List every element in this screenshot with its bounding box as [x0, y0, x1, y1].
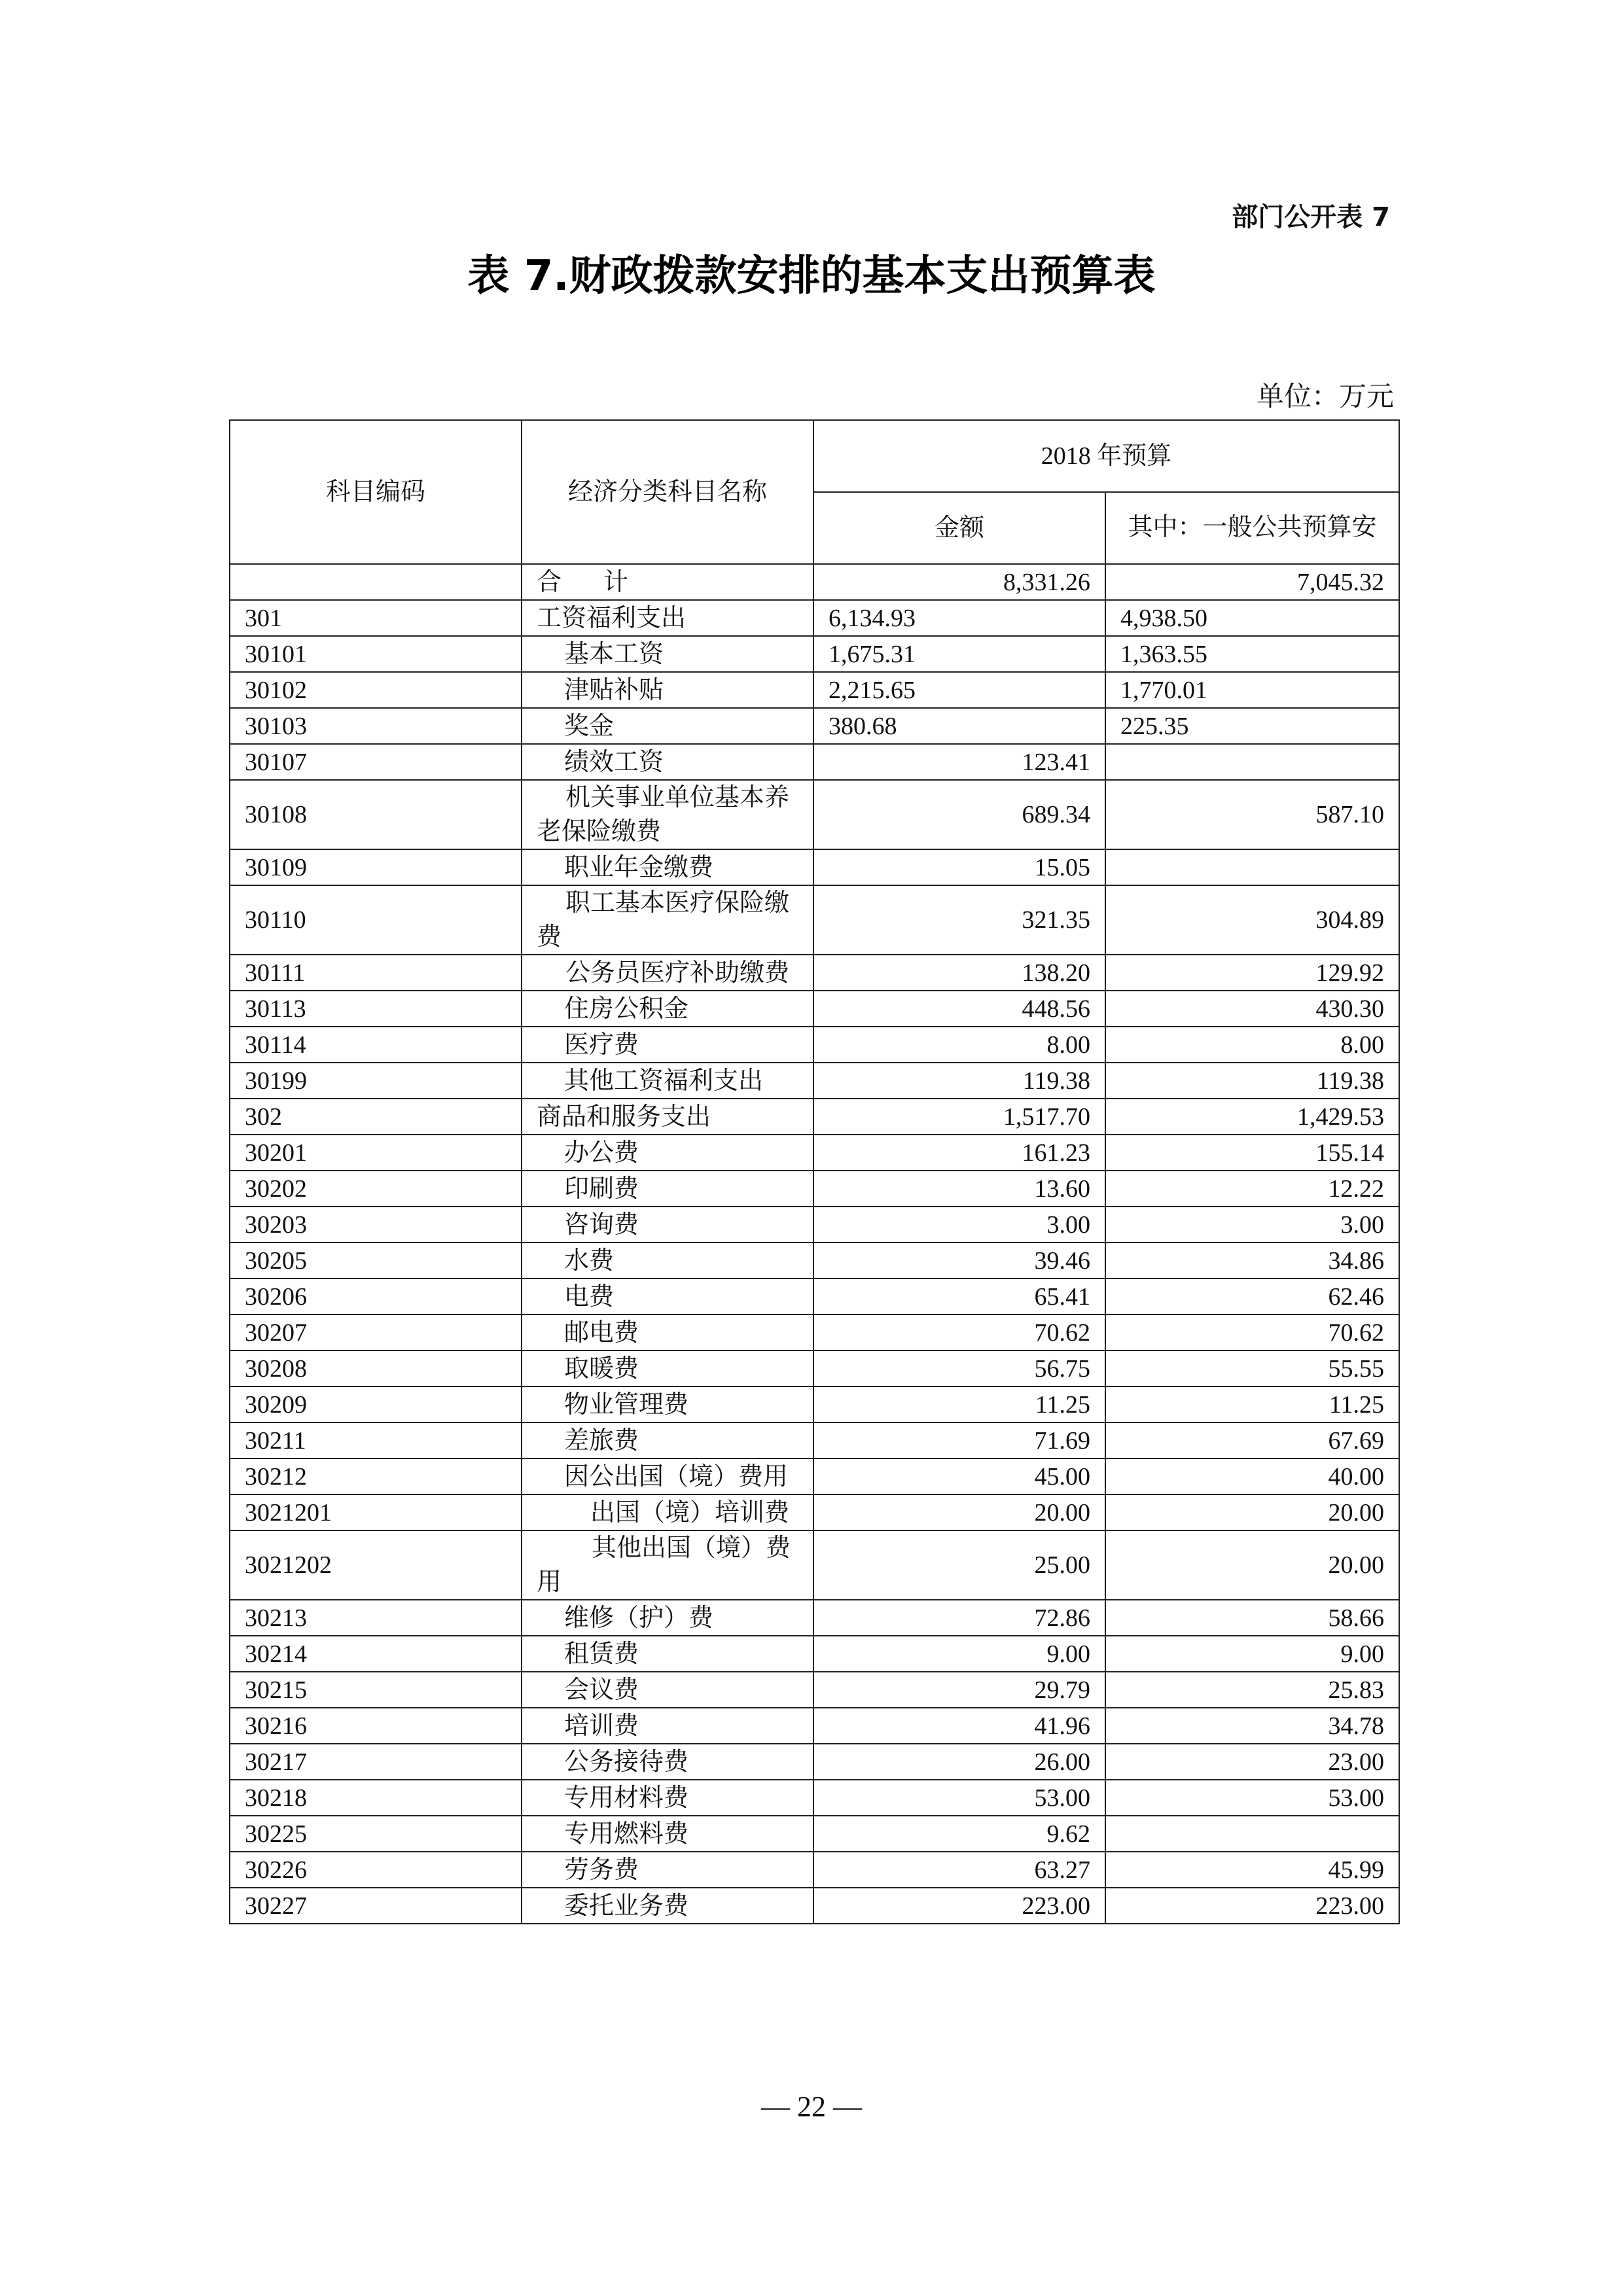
header-budget-group: 2018 年预算: [813, 420, 1399, 492]
row-general-budget: 587.10: [1105, 780, 1399, 849]
row-name: 专用材料费: [522, 1780, 813, 1816]
row-name: 维修（护）费: [522, 1600, 813, 1636]
row-name: 商品和服务支出: [522, 1099, 813, 1135]
row-general-budget: 55.55: [1105, 1351, 1399, 1386]
row-code: 30218: [230, 1780, 522, 1816]
row-amount: 71.69: [813, 1422, 1105, 1458]
row-code: 30212: [230, 1458, 522, 1494]
table-row: [230, 1672, 1399, 1708]
table-row: [230, 1063, 1399, 1099]
row-amount: 2,215.65: [813, 672, 1105, 708]
header-general-budget-text: 其中：一般公共预算安: [1128, 514, 1377, 541]
table-row: [230, 1458, 1399, 1494]
row-name: 会议费: [522, 1672, 813, 1708]
row-code: 30108: [230, 780, 522, 849]
row-general-budget: 40.00: [1105, 1458, 1399, 1494]
table-row: [230, 1027, 1399, 1063]
row-general-budget: [1105, 744, 1399, 780]
table-row: [230, 1852, 1399, 1888]
row-amount: 15.05: [813, 849, 1105, 885]
table-row: [230, 1600, 1399, 1636]
row-general-budget: 20.00: [1105, 1530, 1399, 1600]
row-name: 委托业务费: [522, 1888, 813, 1924]
total-general-budget: 7,045.32: [1105, 564, 1399, 600]
row-general-budget: [1105, 1816, 1399, 1852]
row-code: 30113: [230, 991, 522, 1027]
row-amount: 13.60: [813, 1171, 1105, 1207]
table-row: [230, 1780, 1399, 1816]
table-row: [230, 1530, 1399, 1600]
table-row: [230, 849, 1399, 885]
row-general-budget: 53.00: [1105, 1780, 1399, 1816]
table-row: [230, 636, 1399, 672]
table-row: [230, 1279, 1399, 1315]
row-general-budget: 62.46: [1105, 1279, 1399, 1315]
row-amount: 63.27: [813, 1852, 1105, 1888]
row-name: 医疗费: [522, 1027, 813, 1063]
row-amount: 9.00: [813, 1636, 1105, 1672]
table-row: [230, 708, 1399, 744]
table-row: [230, 1888, 1399, 1924]
row-amount: 29.79: [813, 1672, 1105, 1708]
row-code: 30201: [230, 1135, 522, 1171]
row-amount: 321.35: [813, 885, 1105, 955]
row-name: 邮电费: [522, 1315, 813, 1351]
row-code: 30111: [230, 955, 522, 991]
row-amount: 448.56: [813, 991, 1105, 1027]
row-general-budget: 1,363.55: [1105, 636, 1399, 672]
row-amount: 138.20: [813, 955, 1105, 991]
row-general-budget: 1,429.53: [1105, 1099, 1399, 1135]
row-general-budget: 8.00: [1105, 1027, 1399, 1063]
table-row: [230, 1422, 1399, 1458]
table-row: [230, 1494, 1399, 1530]
row-amount: 380.68: [813, 708, 1105, 744]
row-amount: 223.00: [813, 1888, 1105, 1924]
row-amount: 53.00: [813, 1780, 1105, 1816]
row-amount: 56.75: [813, 1351, 1105, 1386]
total-label-cell: [522, 564, 813, 600]
row-name: 水费: [522, 1243, 813, 1279]
table-row: [230, 600, 1399, 636]
row-code: 30213: [230, 1600, 522, 1636]
table-row: [230, 1744, 1399, 1780]
row-general-budget: 225.35: [1105, 708, 1399, 744]
table-row: [230, 1386, 1399, 1422]
row-amount: 45.00: [813, 1458, 1105, 1494]
row-amount: 41.96: [813, 1708, 1105, 1744]
row-name: 机关事业单位基本养老保险缴费: [522, 780, 813, 849]
row-name: 咨询费: [522, 1207, 813, 1243]
row-name: 公务接待费: [522, 1744, 813, 1780]
row-name: 其他工资福利支出: [522, 1063, 813, 1099]
row-name: 绩效工资: [522, 744, 813, 780]
total-row: [230, 564, 1399, 600]
table-row: [230, 1243, 1399, 1279]
row-code: 30208: [230, 1351, 522, 1386]
row-name: 出国（境）培训费: [522, 1494, 813, 1530]
row-general-budget: 3.00: [1105, 1207, 1399, 1243]
row-code: 30207: [230, 1315, 522, 1351]
table-row: [230, 1315, 1399, 1351]
row-name: 因公出国（境）费用: [522, 1458, 813, 1494]
row-general-budget: 20.00: [1105, 1494, 1399, 1530]
total-label-b: 计: [603, 568, 629, 596]
row-general-budget: 223.00: [1105, 1888, 1399, 1924]
row-amount: 72.86: [813, 1600, 1105, 1636]
table-row: [230, 955, 1399, 991]
row-code: 30211: [230, 1422, 522, 1458]
row-name: 培训费: [522, 1708, 813, 1744]
row-general-budget: 70.62: [1105, 1315, 1399, 1351]
row-amount: 9.62: [813, 1816, 1105, 1852]
row-name: 职业年金缴费: [522, 849, 813, 885]
row-code: 3021202: [230, 1530, 522, 1600]
row-general-budget: 129.92: [1105, 955, 1399, 991]
row-general-budget: 58.66: [1105, 1600, 1399, 1636]
table-row: [230, 1135, 1399, 1171]
header-amount: 金额: [813, 492, 1105, 564]
row-code: 30109: [230, 849, 522, 885]
row-name: 印刷费: [522, 1171, 813, 1207]
row-amount: 65.41: [813, 1279, 1105, 1315]
row-amount: 25.00: [813, 1530, 1105, 1600]
row-amount: 11.25: [813, 1386, 1105, 1422]
row-general-budget: 12.22: [1105, 1171, 1399, 1207]
row-amount: 20.00: [813, 1494, 1105, 1530]
row-code: 30202: [230, 1171, 522, 1207]
row-general-budget: 119.38: [1105, 1063, 1399, 1099]
row-name: 差旅费: [522, 1422, 813, 1458]
row-code: 30215: [230, 1672, 522, 1708]
row-code: 302: [230, 1099, 522, 1135]
header-code: 科目编码: [230, 420, 522, 564]
row-code: 30203: [230, 1207, 522, 1243]
row-general-budget: 34.86: [1105, 1243, 1399, 1279]
table-row: [230, 991, 1399, 1027]
table-row: [230, 1099, 1399, 1135]
table-row: [230, 1636, 1399, 1672]
total-label-a: 合: [537, 568, 562, 596]
budget-table: [229, 419, 1400, 1924]
row-amount: 39.46: [813, 1243, 1105, 1279]
table-row: [230, 1708, 1399, 1744]
table-row: [230, 672, 1399, 708]
header-general-budget: [1105, 492, 1399, 564]
table-row: [230, 1816, 1399, 1852]
table-row: [230, 1207, 1399, 1243]
table-header-row: [230, 420, 1399, 492]
row-code: 30226: [230, 1852, 522, 1888]
row-amount: 161.23: [813, 1135, 1105, 1171]
row-name: 电费: [522, 1279, 813, 1315]
row-code: 30214: [230, 1636, 522, 1672]
row-amount: 689.34: [813, 780, 1105, 849]
row-amount: 119.38: [813, 1063, 1105, 1099]
row-name: 取暖费: [522, 1351, 813, 1386]
table-row: [230, 744, 1399, 780]
row-amount: 6,134.93: [813, 600, 1105, 636]
row-name: 奖金: [522, 708, 813, 744]
table-row: [230, 1351, 1399, 1386]
row-general-budget: 155.14: [1105, 1135, 1399, 1171]
row-name: 专用燃料费: [522, 1816, 813, 1852]
row-code: 30206: [230, 1279, 522, 1315]
row-code: 30101: [230, 636, 522, 672]
doc-label: 部门公开表 7: [1232, 202, 1390, 232]
row-general-budget: 11.25: [1105, 1386, 1399, 1422]
row-code: 30107: [230, 744, 522, 780]
row-name: 基本工资: [522, 636, 813, 672]
table-row: [230, 780, 1399, 849]
row-general-budget: 9.00: [1105, 1636, 1399, 1672]
row-general-budget: 23.00: [1105, 1744, 1399, 1780]
row-amount: 8.00: [813, 1027, 1105, 1063]
row-code: 30102: [230, 672, 522, 708]
row-code: 30225: [230, 1816, 522, 1852]
row-amount: 1,675.31: [813, 636, 1105, 672]
row-amount: 123.41: [813, 744, 1105, 780]
header-name: 经济分类科目名称: [522, 420, 813, 564]
row-code: 301: [230, 600, 522, 636]
row-name: 物业管理费: [522, 1386, 813, 1422]
total-amount: 8,331.26: [813, 564, 1105, 600]
row-amount: 70.62: [813, 1315, 1105, 1351]
row-code: 30217: [230, 1744, 522, 1780]
row-name: 租赁费: [522, 1636, 813, 1672]
row-general-budget: 34.78: [1105, 1708, 1399, 1744]
row-name: 职工基本医疗保险缴费: [522, 885, 813, 955]
row-name: 津贴补贴: [522, 672, 813, 708]
row-name: 公务员医疗补助缴费: [522, 955, 813, 991]
table-row: [230, 885, 1399, 955]
row-general-budget: 430.30: [1105, 991, 1399, 1027]
row-name: 其他出国（境）费用: [522, 1530, 813, 1600]
page-number: — 22 —: [761, 2091, 862, 2123]
unit-label: 单位：万元: [1256, 380, 1394, 412]
row-general-budget: 45.99: [1105, 1852, 1399, 1888]
row-code: 30205: [230, 1243, 522, 1279]
row-general-budget: 1,770.01: [1105, 672, 1399, 708]
row-amount: 26.00: [813, 1744, 1105, 1780]
row-name: 劳务费: [522, 1852, 813, 1888]
row-code: 30209: [230, 1386, 522, 1422]
row-code: 30103: [230, 708, 522, 744]
total-code-cell: [230, 564, 522, 600]
row-general-budget: [1105, 849, 1399, 885]
page-title: 表 7.财政拨款安排的基本支出预算表: [467, 252, 1156, 300]
row-code: 30227: [230, 1888, 522, 1924]
row-code: 30114: [230, 1027, 522, 1063]
row-name: 住房公积金: [522, 991, 813, 1027]
row-code: 30216: [230, 1708, 522, 1744]
row-general-budget: 4,938.50: [1105, 600, 1399, 636]
row-general-budget: 67.69: [1105, 1422, 1399, 1458]
row-code: 3021201: [230, 1494, 522, 1530]
row-amount: 3.00: [813, 1207, 1105, 1243]
row-code: 30199: [230, 1063, 522, 1099]
table-row: [230, 1171, 1399, 1207]
row-name: 办公费: [522, 1135, 813, 1171]
budget-table-body: [230, 420, 1399, 1924]
row-amount: 1,517.70: [813, 1099, 1105, 1135]
row-general-budget: 25.83: [1105, 1672, 1399, 1708]
row-name: 工资福利支出: [522, 600, 813, 636]
row-general-budget: 304.89: [1105, 885, 1399, 955]
row-code: 30110: [230, 885, 522, 955]
